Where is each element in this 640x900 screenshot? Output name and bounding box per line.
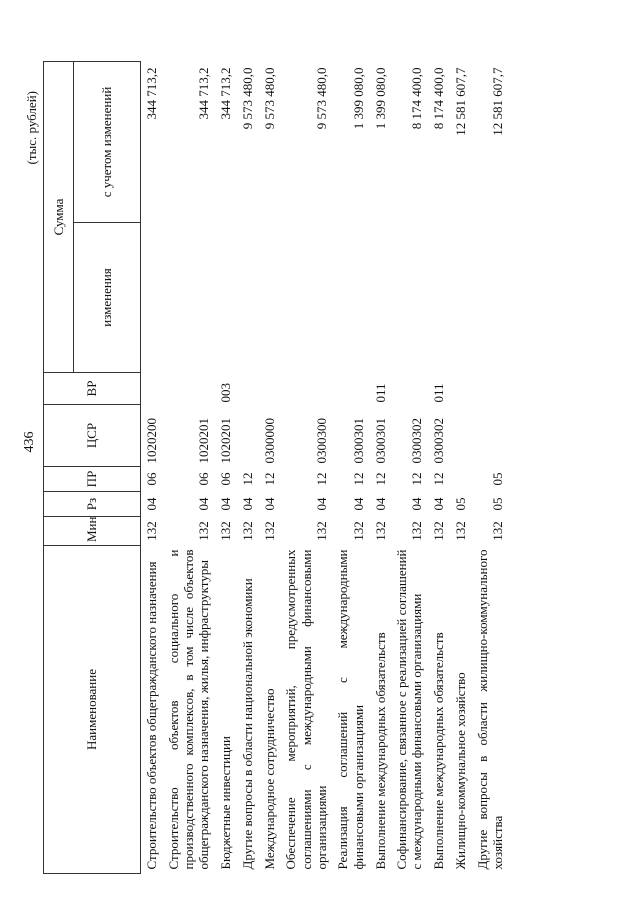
cell-vr: [280, 373, 332, 405]
cell-min: 132: [240, 521, 256, 541]
cell-name: Софинансирование, связанное с реализацией соглашений с международными финансовыми организациями: [394, 549, 425, 870]
cell-rz: 04: [218, 497, 234, 511]
cell-change: [258, 223, 280, 373]
cell-change: [391, 223, 428, 373]
cell-name: Выполнение международных обязательств: [431, 632, 447, 870]
page-number: 436: [22, 431, 37, 453]
cell-csr: 1020201: [218, 418, 234, 464]
cell-name: Международное сотрудничество: [262, 688, 278, 870]
cell-min: 132: [409, 521, 425, 541]
cell-vr: [163, 373, 215, 405]
table-row: [141, 62, 163, 874]
header-csr: ЦСР: [44, 405, 141, 467]
cell-total: 1 399 080,0: [350, 67, 366, 130]
header-name: Наименование: [44, 546, 141, 874]
header-with-changes: с учетом изменений: [74, 62, 141, 223]
cell-vr: [450, 373, 472, 405]
header-rz: Рз: [44, 492, 141, 517]
cell-change: [141, 223, 163, 373]
cell-csr: [450, 405, 472, 467]
cell-total: 12 581 607,7: [453, 67, 469, 136]
cell-name: Бюджетные инвестиции: [218, 736, 234, 870]
cell-change: [236, 223, 258, 373]
cell-csr: 1020201: [196, 418, 212, 464]
cell-total: 344 713,2: [218, 67, 234, 120]
cell-change: [472, 223, 509, 373]
cell-change: [428, 223, 450, 373]
cell-total: 1 399 080,0: [372, 67, 388, 130]
cell-rz: 04: [240, 497, 256, 511]
cell-vr: [472, 373, 509, 405]
budget-table: [43, 61, 508, 874]
cell-vr: [236, 373, 258, 405]
cell-total: 9 573 480,0: [240, 67, 256, 130]
cell-pr: 12: [431, 472, 447, 486]
cell-csr: [472, 405, 509, 467]
cell-csr: 0300000: [262, 418, 278, 464]
cell-total: 12 581 607,7: [490, 67, 506, 136]
table-row: [450, 62, 472, 874]
table-body: [141, 62, 509, 874]
cell-min: 132: [196, 521, 212, 541]
cell-rz: 04: [196, 497, 212, 511]
cell-name: Строительство объектов социального и производственного комплексов, в том числе объектов общегражданского назначения, жилья, инфраструктуры: [165, 549, 212, 870]
cell-pr: 06: [218, 472, 234, 486]
cell-rz: 04: [314, 497, 330, 511]
table-row: [280, 62, 332, 874]
cell-pr: 12: [262, 472, 278, 486]
cell-name: Реализация соглашений с международными финансовыми организациями: [335, 549, 366, 870]
header-vr: ВР: [44, 373, 141, 405]
cell-rz: 05: [453, 497, 469, 511]
cell-min: 132: [490, 521, 506, 541]
cell-min: 132: [262, 521, 278, 541]
cell-csr: 0300301: [372, 418, 388, 464]
cell-rz: 04: [350, 497, 366, 511]
cell-total: 9 573 480,0: [262, 67, 278, 130]
units-label: (тыс. рублей): [24, 91, 39, 165]
cell-csr: 0300302: [431, 418, 447, 464]
cell-rz: 04: [409, 497, 425, 511]
cell-name: Строительство объектов общегражданского назначения: [144, 561, 160, 870]
cell-pr: 12: [240, 472, 256, 486]
cell-min: 132: [372, 521, 388, 541]
cell-csr: [236, 405, 258, 467]
cell-change: [163, 223, 215, 373]
cell-min: 132: [350, 521, 366, 541]
cell-vr: 011: [372, 383, 388, 403]
cell-total: 8 174 400,0: [409, 67, 425, 130]
table-row: [258, 62, 280, 874]
header-pr: ПР: [44, 467, 141, 492]
cell-rz: 04: [144, 497, 160, 511]
cell-vr: 003: [218, 383, 234, 403]
cell-change: [280, 223, 332, 373]
header-sum: Сумма: [44, 62, 74, 373]
table-row: [472, 62, 509, 874]
cell-rz: 04: [372, 497, 388, 511]
cell-vr: [258, 373, 280, 405]
cell-csr: 0300302: [409, 418, 425, 464]
header-changes: изменения: [74, 223, 141, 373]
rotated-page-content: [0, 45, 640, 900]
table-row: [236, 62, 258, 874]
cell-pr: 06: [144, 472, 160, 486]
cell-change: [332, 223, 369, 373]
cell-pr: 12: [372, 472, 388, 486]
cell-min: 132: [431, 521, 447, 541]
cell-change: [369, 223, 391, 373]
cell-pr: 12: [314, 472, 330, 486]
cell-csr: 0300300: [314, 418, 330, 464]
cell-name: Другие вопросы в области жилищно-коммунального хозяйства: [474, 549, 506, 870]
cell-total: 344 713,2: [196, 67, 212, 120]
cell-total: 8 174 400,0: [431, 67, 447, 130]
cell-pr: 06: [196, 472, 212, 486]
cell-min: 132: [144, 521, 160, 541]
table-row: [214, 62, 236, 874]
cell-rz: 04: [431, 497, 447, 511]
table-row: [163, 62, 215, 874]
cell-vr: 011: [431, 383, 447, 403]
cell-pr: 05: [490, 472, 506, 486]
table-row: [369, 62, 391, 874]
cell-min: 132: [314, 521, 330, 541]
cell-pr: [450, 467, 472, 492]
cell-name: Другие вопросы в области национальной экономики: [240, 578, 256, 870]
cell-csr: 0300301: [350, 418, 366, 464]
cell-name: Жилищно-коммунальное хозяйство: [453, 672, 469, 870]
cell-rz: 05: [490, 497, 506, 511]
cell-vr: [141, 373, 163, 405]
cell-vr: [332, 373, 369, 405]
cell-csr: 1020200: [144, 418, 160, 464]
cell-pr: 12: [350, 472, 366, 486]
table-row: [391, 62, 428, 874]
table-row: [428, 62, 450, 874]
cell-min: 132: [453, 521, 469, 541]
cell-total: 344 713,2: [144, 67, 160, 120]
cell-total: 9 573 480,0: [314, 67, 330, 130]
cell-name: Обеспечение мероприятий, предусмотренных соглашениями с международными финансовыми организациями: [283, 549, 330, 870]
cell-pr: 12: [409, 472, 425, 486]
table-row: [332, 62, 369, 874]
cell-min: 132: [218, 521, 234, 541]
cell-change: [214, 223, 236, 373]
header-min: Мин: [44, 517, 141, 546]
cell-vr: [391, 373, 428, 405]
cell-name: Выполнение международных обязательств: [372, 632, 388, 870]
cell-change: [450, 223, 472, 373]
cell-rz: 04: [262, 497, 278, 511]
